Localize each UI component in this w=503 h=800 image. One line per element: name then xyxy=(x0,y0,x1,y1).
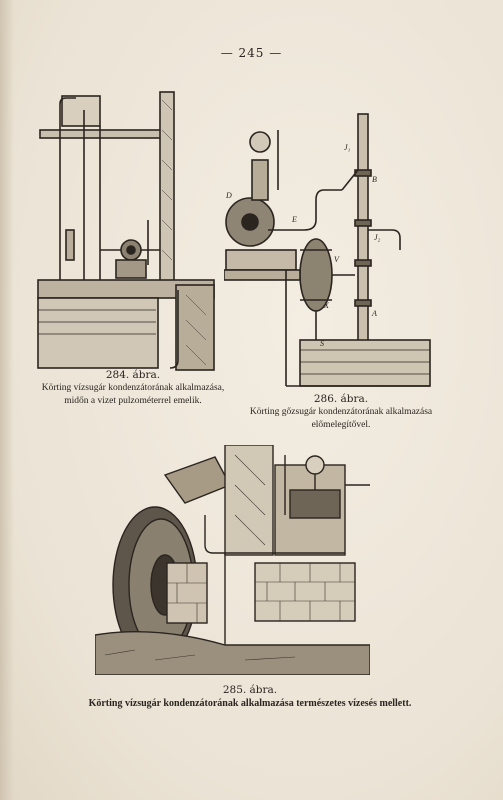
figure-286-label-b: B xyxy=(372,175,377,184)
figure-286-label-x: X xyxy=(324,301,329,310)
figure-286-caption xyxy=(246,393,436,432)
figure-285-caption-text: Körting vízsugár kondenzátorának alkalmazása természetes vízesés mellett. xyxy=(88,698,412,709)
figure-284-number: 284. ábra. xyxy=(105,369,161,381)
figure-284-illustration xyxy=(36,90,216,375)
figure-286-label-v: V xyxy=(334,255,339,264)
figure-286-label-e: E xyxy=(292,215,297,224)
figure-285-caption xyxy=(30,684,470,710)
figure-286-label-d: D xyxy=(226,191,232,200)
figure-286-illustration xyxy=(224,110,434,390)
figure-286-label-s: S xyxy=(320,339,324,348)
page-gutter-shadow xyxy=(0,0,14,800)
figure-285-number: 285. ábra. xyxy=(222,684,278,696)
figure-286-label-j2: J₂ xyxy=(374,233,381,242)
figure-284-caption xyxy=(30,369,236,408)
figure-284-caption-text: Körting vízsugár kondenzátorának alkalmazása, midőn a vizet pulzométerrel emelik. xyxy=(41,383,225,406)
figure-285-illustration xyxy=(95,445,370,675)
figure-286-label-a: A xyxy=(372,309,377,318)
page-number: — 245 — xyxy=(220,46,283,60)
figure-286-caption-text: Körting gőzsugár kondenzátorának alkalmazása előmelegítővel. xyxy=(249,407,433,430)
figure-286-number: 286. ábra. xyxy=(313,393,369,405)
figure-286-label-j1: J₁ xyxy=(344,143,351,152)
